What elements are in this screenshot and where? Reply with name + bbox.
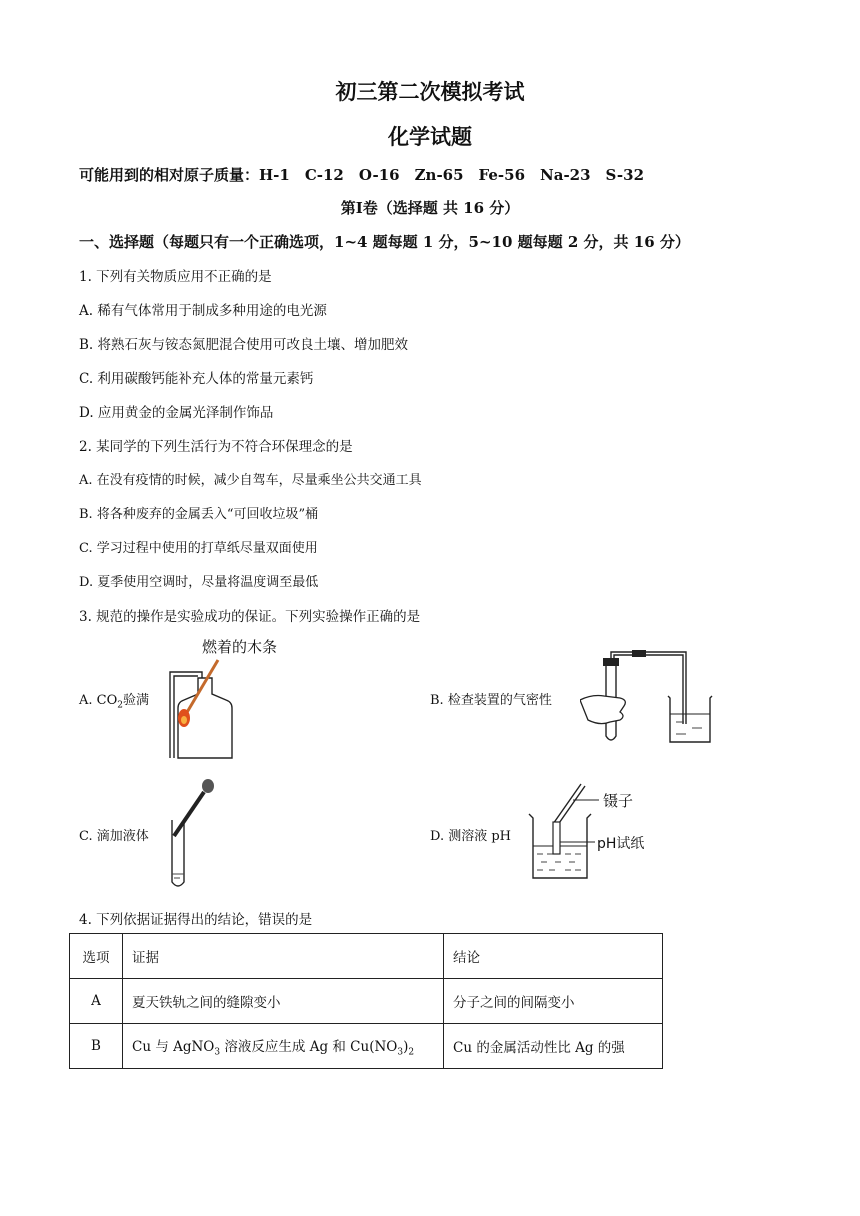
header-conclusion: 结论: [444, 934, 663, 979]
row-b-option: B: [70, 1024, 123, 1069]
burning-splint-caption: 燃着的木条: [202, 638, 278, 656]
question-1-option-a: A. 稀有气体常用于制成多种用途的电光源: [79, 303, 327, 319]
table-row: [70, 979, 663, 1024]
header-evidence: 证据: [123, 934, 444, 979]
tweezers-icon: [553, 784, 581, 824]
header-option: 选项: [70, 934, 123, 979]
question-4-stem: 4. 下列依据证据得出的结论，错误的是: [79, 912, 313, 928]
question-2-option-c: C. 学习过程中使用的打草纸尽量双面使用: [79, 541, 318, 556]
question-1-option-b: B. 将熟石灰与铵态氮肥混合使用可改良土壤、增加肥效: [79, 337, 409, 353]
question-2-option-a: A. 在没有疫情的时候，减少自驾车，尽量乘坐公共交通工具: [79, 473, 422, 488]
dropper-icon: [174, 792, 204, 836]
question-1-option-d: D. 应用黄金的金属光泽制作饰品: [79, 405, 274, 421]
question-2-option-d: D. 夏季使用空调时，尽量将温度调至最低: [79, 575, 319, 590]
question-3-option-b-label: B. 检查装置的气密性: [430, 693, 552, 708]
question-3-stem: 3. 规范的操作是实验成功的保证。下列实验操作正确的是: [79, 609, 421, 625]
question-3-option-c-label: C. 滴加液体: [79, 829, 149, 844]
question-3-option-d-label: D. 测溶液 pH: [430, 829, 512, 844]
ph-paper: [553, 822, 560, 854]
co2-test-figure: [160, 634, 300, 760]
row-b-evidence: Cu 与 AgNO$_3$ 溶液反应生成 Ag 和 $Cu(NO_3)_2$: [123, 1024, 444, 1069]
page-subtitle: 化学试题: [388, 124, 472, 149]
airtightness-figure: [580, 650, 720, 750]
wood-splint: [186, 660, 218, 714]
dropper-figure: [160, 778, 220, 890]
atomic-masses: 可能用到的相对原子质量：H-1 C-12 O-16 Zn-65 Fe-56 Na-23 S-32: [79, 166, 645, 184]
hand-icon: [580, 696, 625, 724]
table-row: [70, 1024, 663, 1069]
question-1-option-c: C. 利用碳酸钙能补充人体的常量元素钙: [79, 371, 314, 387]
question-3-option-a-label: A. $CO_2$验满: [79, 693, 150, 711]
row-b-conclusion: Cu 的金属活动性比 Ag 的强: [444, 1024, 663, 1069]
ph-test-figure: [525, 782, 655, 882]
ph-paper-label: pH试纸: [597, 836, 645, 852]
page-title: 初三第二次模拟考试: [335, 79, 525, 104]
row-a-evidence: 夏天铁轨之间的缝隙变小: [123, 979, 444, 1024]
section-title: 第Ⅰ卷（选择题 共 16 分）: [340, 199, 520, 217]
question-1-stem: 1. 下列有关物质应用不正确的是: [79, 269, 272, 285]
table-header-row: [70, 934, 663, 979]
tweezers-label: 镊子: [603, 792, 634, 810]
part-one-heading: 一、选择题（每题只有一个正确选项，1~4 题每题 1 分，5~10 题每题 2 分，共 16 分）: [79, 233, 690, 251]
question-2-stem: 2. 某同学的下列生活行为不符合环保理念的是: [79, 439, 353, 455]
row-a-conclusion: 分子之间的间隔变小: [444, 979, 663, 1024]
evidence-table: [69, 933, 663, 1069]
row-a-option: A: [70, 979, 123, 1024]
question-2-option-b: B. 将各种废弃的金属丢入“可回收垃圾”桶: [79, 507, 319, 522]
